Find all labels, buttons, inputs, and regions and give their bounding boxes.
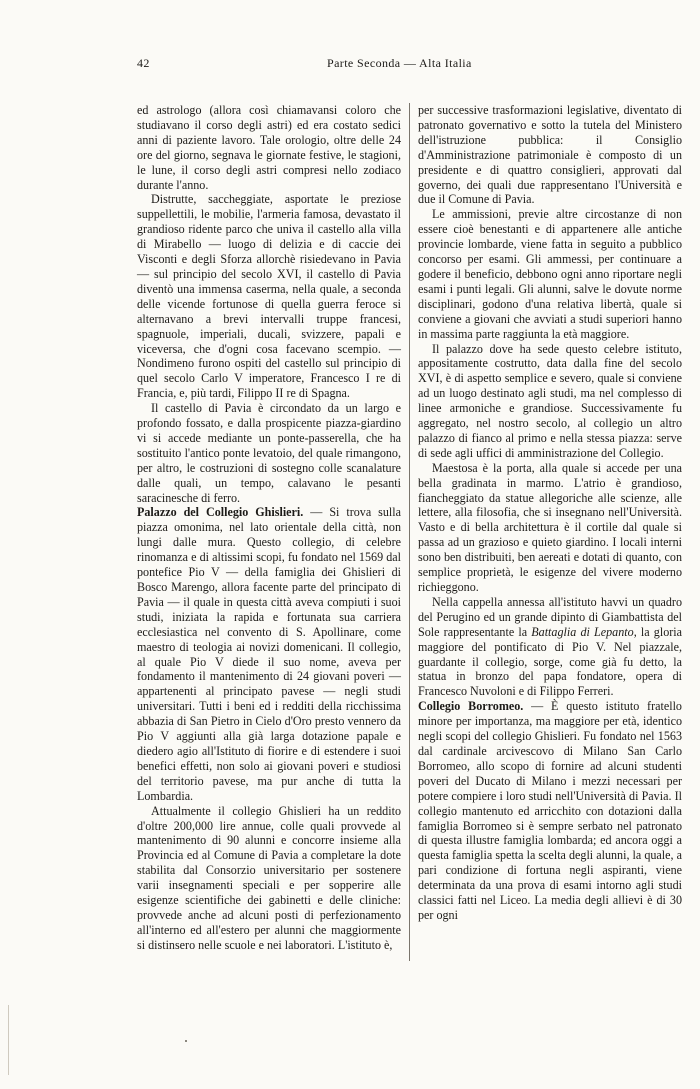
print-speck xyxy=(185,1040,187,1042)
paragraph-lepanto xyxy=(418,595,682,699)
paragraph: Distrutte, saccheggiate, asportate le preziose suppellettili, le mobilie, l'armeria famosa, devastato il grandioso ridente parco che univa il castello alla villa di Mirabello — luogo di delizia e di caccie dei Visconti e degli Sforza allorchè risiedevano in Pavia — sul principio del secolo XVI, il castello di Pavia diventò una immensa caserma, nella quale, a seconda delle vicende fortunose di quella guerra feroce si alternavano a brevi intervalli truppe francesi, spagnuole, imperiali, ducali, svizzere, papali e viceversa, che d'ogni cosa facevano scempio. — Nondimeno furono ospiti del castello sul principio di quel secolo Carlo V imperatore, Francesco I re di Francia, e, più tardi, Filippo II re di Spagna. xyxy=(137,192,401,401)
binding-edge xyxy=(8,1005,9,1075)
paragraph: Le ammissioni, previe altre circostanze di non essere cioè benestanti e di appartenere alle antiche provincie lombarde, viene fatta in seguito a pubblico concorso per esami. Gli ammessi, per continuare a godere il beneficio, debbono ogni anno riportare negli esami i punti legali. Gli alunni, salve le dovute norme disciplinari, godono d'una relativa libertà, quale si conviene a giovani che avviati a studi superiori hanno in massima parte raggiunta la età maggiore. xyxy=(418,207,682,341)
text-run: , la gloria maggiore del pontificato di Pio V. Nel piazzale, guardante il collegio, sorge, come già fu detto, la statua in bronzo del papa fondatore, opera di Francesco Nuvoloni e di Filippo Ferreri. xyxy=(418,624,682,699)
page-number: 42 xyxy=(137,56,150,70)
section-paragraph-borromeo xyxy=(418,699,682,923)
paragraph: Attualmente il collegio Ghislieri ha un reddito d'oltre 200,000 lire annue, colle quali provvede al mantenimento di 90 alunni e concorre insieme alla Provincia ed al Comune di Pavia a completare la dote stabilita dal Consorzio universitario per sostenere varii insegnamenti speciali e per sopperire alle esigenze scientifiche dei gabinetti e delle cliniche: provvede anche ad alcuni posti di perfezionamento all'interno ed all'estero per alunni che maggiormente si distinsero nelle scuole e nei laboratori. L'istituto è, xyxy=(137,803,401,952)
section-heading: Collegio Borromeo. xyxy=(418,699,524,714)
right-column xyxy=(418,103,682,923)
paragraph: Il castello di Pavia è circondato da un largo e profondo fossato, e dalla prospicente piazza-giardino vi si accede mediante un ponte-passerella, che ha sostituito l'antico ponte levatoio, del quale rimangono, per altro, le costruzioni di sostegno colle scanalature dalle quali, un tempo, calavano le pesanti saracinesche di ferro. xyxy=(137,401,401,505)
text-run: Nella cappella annessa all'istituto havvi un quadro del Perugino ed un grande dipinto di Giambattista del Sole rappresentante la xyxy=(418,594,682,639)
page-header xyxy=(137,56,583,76)
paragraph: per successive trasformazioni legislative, diventato di patronato governativo e sotto la tutela del Ministero dell'istruzione pubblica: il Consiglio d'Amministrazione patrimoniale è composto di un presidente e di quattro consiglieri, approvati dal governo, dei quali due rappresentano l'Università e due il Comune di Pavia. xyxy=(418,103,682,207)
section-text: — Si trova sulla piazza omonima, nel lato orientale della città, non lungi dalle mura. Questo collegio, di celebre rinomanza e di altissimi scopi, fu fondato nel 1569 dal pontefice Pio V — della famiglia dei Ghislieri di Bosco Marengo, allora facente parte del principato di Pavia — il quale in questa città aveva compiuti i suoi studi, iniziata la rapida e fortunata sua carriera ecclesiastica nel convento di S. Apollinare, come maestro di teologia ai novizi domenicani. Il collegio, al quale Pio V diede il suo nome, aveva per fondamento il mantenimento di 24 giovani poveri — appartenenti al principato pavese — negli studi universitari. Tutti i beni ed i redditi della ricchissima abbazia di San Pietro in Cielo d'Oro presto vennero da Pio V aggiunti alla già larga dotazione papale e diedero agio all'Istituto di fiorire e di estendere i suoi benefici effetti, non solo ai giovani poveri e studiosi del territorio pavese, ma pur anche di tutta la Lombardia. xyxy=(137,505,401,803)
running-head: Parte Seconda — Alta Italia xyxy=(327,56,472,70)
section-text: — È questo istituto fratello minore per importanza, ma maggiore per età, identico negli scopi del collegio Ghislieri. Fu fondato nel 1563 dal cardinale arcivescovo di Milano San Carlo Borromeo, allo scopo di fornire ad alcuni studenti poveri del Ducato di Milano i mezzi necessari per potere compiere i loro studi nell'Università di Pavia. Il collegio mantenuto ed arricchito con dotazioni dalla famiglia Borromeo si è sempre serbato nel patronato di questa illustre famiglia lombarda; ed ancora oggi a questa famiglia spetta la scelta degli alunni, la quale, a pari condizione di fortuna negli aspiranti, viene determinata da una prova di esami intorno agli studi classici fatti nel Liceo. La media degli allievi è di 30 per ogni xyxy=(418,699,682,922)
column-divider xyxy=(409,103,410,961)
section-heading: Palazzo del Collegio Ghislieri. xyxy=(137,505,304,520)
left-column xyxy=(137,103,401,953)
section-paragraph-ghislieri xyxy=(137,505,401,803)
paragraph: ed astrologo (allora così chiamavansi coloro che studiavano il corso degli astri) ed era costato sedici anni di paziente lavoro. Tale orologio, oltre delle 24 ore del giorno, segnava le giornate festive, le stagioni, le lune, il corso degli astri compresi nello zodiaco durante l'anno. xyxy=(137,103,401,192)
artwork-title: Battaglia di Lepanto xyxy=(531,624,634,639)
paragraph: Il palazzo dove ha sede questo celebre istituto, appositamente costrutto, data dalla fine del secolo XVI, è di aspetto semplice e severo, quale si conviene ad un luogo destinato agli studi, ma nel complesso di linee armoniche e grandiose. Successivamente fu aggregato, nel nostro secolo, al collegio un altro palazzo di fianco al primo e nella stessa piazza: serve di sede agli uffici di amministrazione del Collegio. xyxy=(418,341,682,460)
paragraph: Maestosa è la porta, alla quale si accede per una bella gradinata in marmo. L'atrio è grandioso, fiancheggiato da statue allegoriche alle scienze, alle lettere, alla filosofia, che si insegnano nell'Università. Vasto e di bella architettura è il cortile dal quale si passa ad un grazioso e quieto giardino. I locali interni sono ben distribuiti, ben aereati e dotati di quanto, con semplice proprietà, le esigenze del vivere moderno richieggono. xyxy=(418,460,682,594)
